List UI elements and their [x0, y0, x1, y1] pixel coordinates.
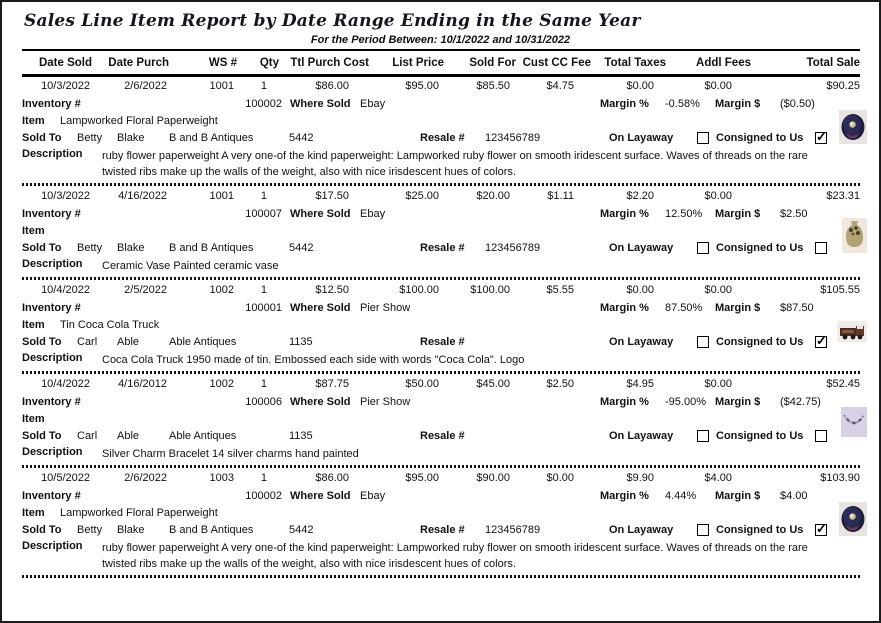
buyer-company: Able Antiques — [169, 336, 237, 348]
cell-date-sold: 10/4/2022 — [41, 284, 90, 296]
sold-to-label: Sold To — [22, 524, 62, 536]
inventory-label: Inventory # — [22, 396, 81, 408]
cell-sold-for: $20.00 — [476, 190, 510, 202]
where-sold-label: Where Sold — [290, 208, 351, 220]
inventory-label: Inventory # — [22, 98, 81, 110]
on-layaway-label: On Layaway — [609, 336, 674, 348]
item-photo-thumbnail — [837, 321, 867, 342]
buyer-number: 5442 — [289, 132, 314, 144]
where-sold-label: Where Sold — [290, 302, 351, 314]
consigned-label: Consigned to Us — [716, 430, 804, 442]
cell-total-taxes: $0.00 — [626, 80, 654, 92]
description-label: Description — [22, 446, 83, 458]
item-name: Lampworked Floral Paperweight — [60, 507, 218, 519]
sale-record — [2, 77, 879, 186]
cell-date-sold: 10/3/2022 — [41, 190, 90, 202]
sale-record — [2, 375, 879, 468]
column-header-row — [22, 51, 879, 74]
cell-ws-number: 1001 — [209, 190, 234, 202]
on-layaway-label: On Layaway — [609, 132, 674, 144]
sold-to-label: Sold To — [22, 242, 62, 254]
description-text: ruby flower paperweight A very one-of the kind paperweight: Lampworked ruby flower on smooth iridescent surface. Waves of threads on the rare twisted ribs make up the walls of the weight, also with nice irisdescent hues of colors. — [102, 542, 808, 570]
margin-usd-label: Margin $ — [715, 98, 761, 110]
inventory-row — [2, 207, 879, 224]
cell-total-taxes: $4.95 — [626, 378, 654, 390]
margin-pct-label: Margin % — [600, 396, 649, 408]
description-label: Description — [22, 540, 83, 552]
item-row — [2, 318, 879, 335]
consigned-checkbox[interactable] — [815, 430, 827, 442]
inventory-number: 100002 — [245, 490, 282, 502]
inventory-number: 100007 — [245, 208, 282, 220]
buyer-first-name: Carl — [77, 336, 98, 348]
cell-date-purch: 4/16/2012 — [118, 378, 167, 390]
item-row — [2, 506, 879, 523]
buyer-company: B and B Antiques — [169, 242, 254, 254]
margin-pct-label: Margin % — [600, 208, 649, 220]
cell-ws-number: 1003 — [209, 472, 234, 484]
cell-addl-fees: $4.00 — [704, 472, 732, 484]
cell-date-purch: 2/6/2022 — [124, 80, 167, 92]
margin-usd-label: Margin $ — [715, 208, 761, 220]
sold-to-row — [2, 429, 879, 446]
where-sold-value: Pier Show — [360, 396, 411, 408]
record-values-row — [22, 469, 879, 489]
resale-number: 123456789 — [485, 242, 541, 254]
buyer-company: B and B Antiques — [169, 524, 254, 536]
page-title: Sales Line Item Report by Date Range Ending in the Same Year — [24, 11, 641, 31]
consigned-checkbox[interactable] — [815, 524, 827, 536]
margin-pct-value: 4.44% — [665, 490, 697, 502]
description-text: Coca Cola Truck 1950 made of tin. Embossed each side with words "Coca Cola". Logo — [102, 354, 525, 366]
cell-date-purch: 4/16/2022 — [118, 190, 167, 202]
inventory-row — [2, 395, 879, 412]
cell-sold-for: $45.00 — [476, 378, 510, 390]
cell-qty: 1 — [260, 80, 267, 92]
col-header-date-purch: Date Purch — [108, 56, 169, 69]
sold-to-label: Sold To — [22, 132, 62, 144]
cell-cust-cc-fee: $5.55 — [546, 284, 574, 296]
margin-usd-label: Margin $ — [715, 490, 761, 502]
cell-ws-number: 1002 — [209, 284, 234, 296]
cell-total-taxes: $9.90 — [626, 472, 654, 484]
sale-record — [2, 281, 879, 374]
item-label: Item — [22, 413, 45, 425]
cell-ttl-purch-cost: $87.75 — [315, 378, 349, 390]
inventory-row — [2, 301, 879, 318]
item-row — [2, 412, 879, 429]
item-label: Item — [22, 507, 45, 519]
buyer-last-name: Blake — [117, 524, 145, 536]
buyer-first-name: Carl — [77, 430, 98, 442]
sold-to-row — [2, 335, 879, 352]
consigned-label: Consigned to Us — [716, 336, 804, 348]
on-layaway-checkbox[interactable] — [697, 242, 709, 254]
cell-cust-cc-fee: $4.75 — [546, 80, 574, 92]
margin-usd-value: $87.50 — [780, 302, 814, 314]
inventory-row — [2, 97, 879, 114]
cell-list-price: $95.00 — [405, 80, 439, 92]
cell-qty: 1 — [260, 190, 267, 202]
col-header-qty: Qty — [259, 56, 279, 69]
buyer-first-name: Betty — [77, 524, 103, 536]
inventory-label: Inventory # — [22, 490, 81, 502]
margin-usd-label: Margin $ — [715, 396, 761, 408]
col-header-date-sold: Date Sold — [38, 56, 92, 69]
buyer-first-name: Betty — [77, 132, 103, 144]
cell-ws-number: 1001 — [209, 80, 234, 92]
item-photo-thumbnail — [839, 110, 867, 144]
cell-total-taxes: $2.20 — [626, 190, 654, 202]
cell-addl-fees: $0.00 — [704, 80, 732, 92]
cell-sold-for: $90.00 — [476, 472, 510, 484]
cell-date-sold: 10/5/2022 — [41, 472, 90, 484]
cell-qty: 1 — [260, 472, 267, 484]
inventory-number: 100001 — [245, 302, 282, 314]
inventory-label: Inventory # — [22, 302, 81, 314]
cell-date-sold: 10/4/2022 — [41, 378, 90, 390]
cell-total-sale: $103.90 — [820, 472, 860, 484]
buyer-number: 1135 — [289, 336, 313, 348]
record-separator — [22, 465, 860, 468]
cell-ws-number: 1002 — [209, 378, 234, 390]
sold-to-label: Sold To — [22, 336, 62, 348]
cell-ttl-purch-cost: $12.50 — [315, 284, 349, 296]
cell-qty: 1 — [260, 378, 267, 390]
buyer-number: 5442 — [289, 242, 314, 254]
on-layaway-checkbox[interactable] — [697, 524, 709, 536]
cell-list-price: $25.00 — [405, 190, 439, 202]
margin-usd-value: ($42.75) — [780, 396, 821, 408]
record-separator — [22, 277, 860, 280]
sold-to-row — [2, 131, 879, 148]
where-sold-value: Ebay — [360, 490, 386, 502]
margin-pct-value: -95.00% — [665, 396, 706, 408]
description-label: Description — [22, 258, 83, 270]
where-sold-label: Where Sold — [290, 98, 351, 110]
report-period-subtitle: For the Period Between: 10/1/2022 and 10/31/2022 — [310, 34, 571, 46]
cell-total-sale: $105.55 — [820, 284, 860, 296]
item-row — [2, 224, 879, 241]
margin-usd-value: ($0.50) — [780, 98, 815, 110]
record-separator — [22, 575, 860, 578]
resale-label: Resale # — [420, 336, 465, 348]
description-text: ruby flower paperweight A very one-of the kind paperweight: Lampworked ruby flower on smooth iridescent surface. Waves of threads on the rare twisted ribs make up the walls of the weight, also with nice irisdescent hues of colors. — [102, 150, 808, 178]
col-header-ws-number: WS # — [208, 56, 237, 69]
margin-usd-value: $2.50 — [780, 208, 808, 220]
record-values-row — [22, 375, 879, 395]
item-label: Item — [22, 115, 45, 127]
cell-total-sale: $90.25 — [826, 80, 860, 92]
col-header-total-taxes: Total Taxes — [604, 56, 666, 69]
cell-cust-cc-fee: $1.11 — [547, 190, 574, 202]
where-sold-value: Ebay — [360, 98, 386, 110]
sold-to-row — [2, 523, 879, 540]
buyer-company: Able Antiques — [169, 430, 237, 442]
description-label: Description — [22, 148, 83, 160]
margin-pct-label: Margin % — [600, 98, 649, 110]
where-sold-label: Where Sold — [290, 396, 351, 408]
consigned-checkbox[interactable] — [815, 132, 827, 144]
buyer-first-name: Betty — [77, 242, 103, 254]
margin-pct-value: 87.50% — [665, 302, 703, 314]
margin-pct-label: Margin % — [600, 302, 649, 314]
buyer-last-name: Blake — [117, 132, 145, 144]
col-header-ttl-purch-cost: Ttl Purch Cost — [290, 56, 369, 69]
record-separator — [22, 371, 860, 374]
margin-pct-value: 12.50% — [665, 208, 703, 220]
cell-sold-for: $85.50 — [476, 80, 510, 92]
cell-ttl-purch-cost: $17.50 — [315, 190, 349, 202]
cell-sold-for: $100.00 — [470, 284, 510, 296]
sale-record — [2, 469, 879, 578]
col-header-cust-cc-fee: Cust CC Fee — [522, 56, 591, 69]
margin-pct-value: -0.58% — [665, 98, 700, 110]
where-sold-value: Ebay — [360, 208, 386, 220]
cell-list-price: $95.00 — [405, 472, 439, 484]
cell-cust-cc-fee: $2.50 — [546, 378, 574, 390]
description-row — [2, 540, 879, 572]
item-label: Item — [22, 225, 45, 237]
consigned-label: Consigned to Us — [716, 524, 804, 536]
description-label: Description — [22, 352, 83, 364]
cell-date-sold: 10/3/2022 — [41, 80, 90, 92]
on-layaway-checkbox[interactable] — [697, 336, 709, 348]
sold-to-row — [2, 241, 879, 258]
description-row — [2, 352, 879, 368]
margin-usd-label: Margin $ — [715, 302, 761, 314]
resale-label: Resale # — [420, 524, 465, 536]
buyer-number: 1135 — [289, 430, 313, 442]
on-layaway-checkbox[interactable] — [697, 430, 709, 442]
col-header-total-sale: Total Sale — [806, 56, 860, 69]
cell-date-purch: 2/6/2022 — [124, 472, 167, 484]
resale-label: Resale # — [420, 132, 465, 144]
cell-addl-fees: $0.00 — [704, 378, 732, 390]
resale-label: Resale # — [420, 430, 465, 442]
cell-addl-fees: $0.00 — [704, 284, 732, 296]
on-layaway-label: On Layaway — [609, 430, 674, 442]
consigned-label: Consigned to Us — [716, 242, 804, 254]
buyer-number: 5442 — [289, 524, 314, 536]
item-label: Item — [22, 319, 45, 331]
consigned-checkbox[interactable] — [815, 242, 827, 254]
inventory-number: 100002 — [245, 98, 282, 110]
cell-total-sale: $23.31 — [826, 190, 860, 202]
item-photo-thumbnail — [839, 502, 867, 536]
cell-total-sale: $52.45 — [826, 378, 860, 390]
buyer-company: B and B Antiques — [169, 132, 254, 144]
resale-number: 123456789 — [485, 132, 541, 144]
on-layaway-checkbox[interactable] — [697, 132, 709, 144]
cell-addl-fees: $0.00 — [704, 190, 732, 202]
cell-cust-cc-fee: $0.00 — [546, 472, 574, 484]
item-row — [2, 114, 879, 131]
consigned-checkbox[interactable] — [815, 336, 827, 348]
cell-qty: 1 — [260, 284, 267, 296]
cell-list-price: $50.00 — [405, 378, 439, 390]
margin-pct-label: Margin % — [600, 490, 649, 502]
item-photo-thumbnail — [841, 407, 867, 437]
description-row — [2, 258, 879, 274]
buyer-last-name: Blake — [117, 242, 145, 254]
cell-list-price: $100.00 — [399, 284, 439, 296]
sold-to-label: Sold To — [22, 430, 62, 442]
on-layaway-label: On Layaway — [609, 524, 674, 536]
inventory-label: Inventory # — [22, 208, 81, 220]
resale-label: Resale # — [420, 242, 465, 254]
buyer-last-name: Able — [117, 430, 140, 442]
buyer-last-name: Able — [117, 336, 140, 348]
item-name: Tin Coca Cola Truck — [60, 319, 160, 331]
description-row — [2, 148, 879, 180]
consigned-label: Consigned to Us — [716, 132, 804, 144]
resale-number: 123456789 — [485, 524, 541, 536]
inventory-number: 100006 — [245, 396, 282, 408]
sale-record — [2, 187, 879, 280]
col-header-addl-fees: Addl Fees — [696, 56, 751, 69]
record-values-row — [22, 281, 879, 301]
record-values-row — [22, 77, 879, 97]
on-layaway-label: On Layaway — [609, 242, 674, 254]
item-name: Lampworked Floral Paperweight — [60, 115, 218, 127]
inventory-row — [2, 489, 879, 506]
record-values-row — [22, 187, 879, 207]
cell-total-taxes: $0.00 — [626, 284, 654, 296]
cell-ttl-purch-cost: $86.00 — [315, 80, 349, 92]
cell-date-purch: 2/5/2022 — [124, 284, 167, 296]
record-separator — [22, 183, 860, 186]
records-list — [2, 77, 879, 578]
where-sold-label: Where Sold — [290, 490, 351, 502]
col-header-list-price: List Price — [392, 56, 444, 69]
col-header-sold-for: Sold For — [469, 56, 516, 69]
cell-ttl-purch-cost: $86.00 — [315, 472, 349, 484]
item-photo-thumbnail — [842, 218, 867, 253]
description-row — [2, 446, 879, 462]
margin-usd-value: $4.00 — [780, 490, 808, 502]
where-sold-value: Pier Show — [360, 302, 411, 314]
description-text: Ceramic Vase Painted ceramic vase — [102, 260, 279, 272]
description-text: Silver Charm Bracelet 14 silver charms hand painted — [102, 448, 359, 460]
